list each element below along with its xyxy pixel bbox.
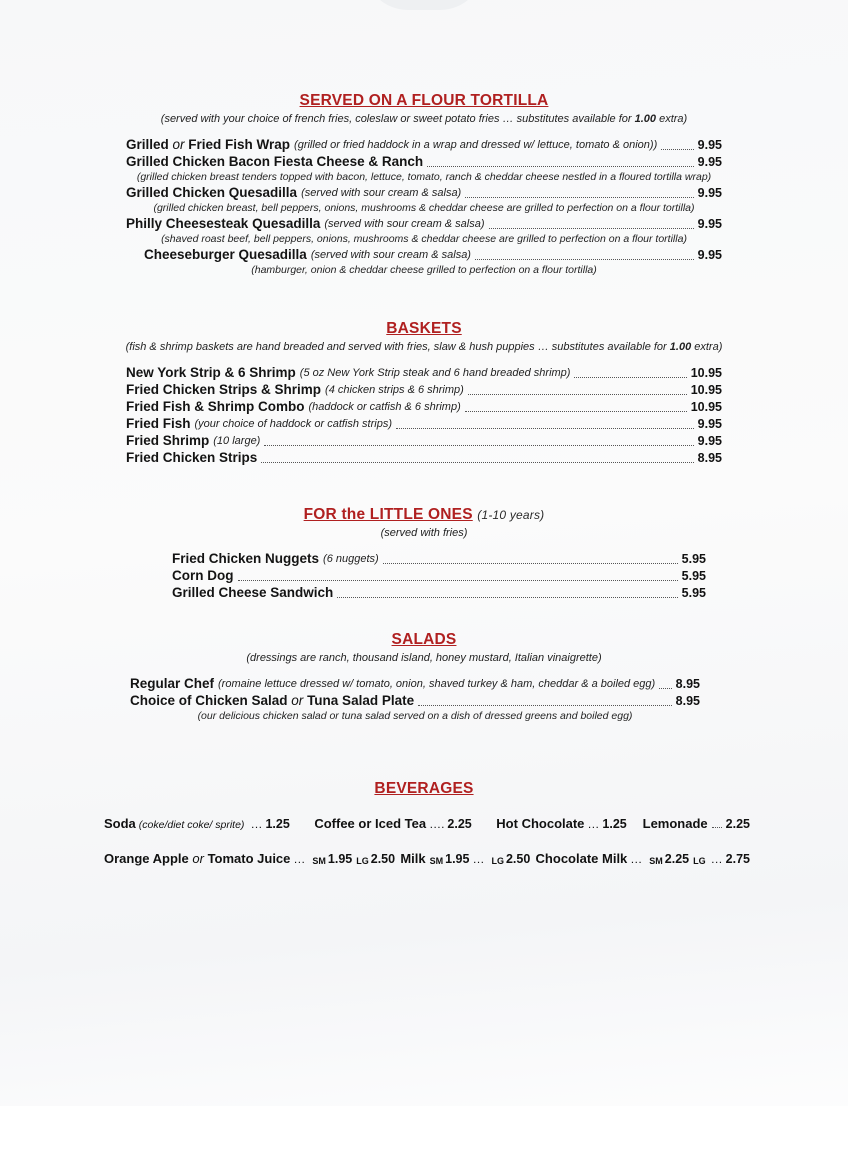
leader-dots	[659, 688, 671, 689]
leader-dots	[264, 445, 693, 446]
beverage-size-large: LG	[356, 856, 369, 866]
beverage-item	[643, 816, 750, 831]
leader-dots	[489, 228, 694, 229]
section-note-flour-tortilla: (served with your choice of french fries, coleslaw or sweet potato fries … substitutes available for 1.00 extra)	[160, 113, 688, 125]
beverage-item	[400, 851, 530, 866]
beverage-separator: …	[293, 852, 306, 866]
section-title-baskets	[70, 320, 778, 338]
item-price: 9.95	[697, 434, 722, 448]
item-price: 9.95	[697, 186, 722, 200]
section-title-text: SERVED ON A FLOUR TORTILLA	[299, 92, 549, 109]
beverage-separator: …	[710, 852, 723, 866]
beverage-price-small: 1.95	[445, 852, 470, 866]
menu-item-row	[130, 693, 700, 709]
item-price: 9.95	[697, 248, 722, 262]
beverage-item	[104, 816, 290, 831]
item-name: Choice of Chicken Salad or Tuna Salad Plate	[130, 693, 415, 708]
section-title-text: BEVERAGES	[374, 780, 474, 797]
item-list-flour-tortilla	[70, 137, 778, 276]
item-sub-description: (shaved roast beef, bell peppers, onions, mushrooms & cheddar cheese are grilled to perfection on a flour tortilla)	[161, 233, 687, 245]
menu-item-row	[172, 551, 706, 567]
section-title-text: SALADS	[391, 631, 457, 648]
beverage-separator: …	[472, 852, 485, 866]
beverage-name: Hot Chocolate	[496, 816, 585, 831]
item-description: (4 chicken strips & 6 shrimp)	[325, 384, 464, 396]
beverage-separator: ….	[429, 817, 445, 831]
leader-dots	[427, 166, 694, 167]
beverage-separator: …	[630, 852, 643, 866]
leader-dots	[418, 705, 672, 706]
item-name: Grilled or Fried Fish Wrap	[126, 137, 291, 152]
beverage-item	[314, 816, 471, 831]
menu-item-row	[126, 216, 722, 232]
leader-dots	[574, 377, 686, 378]
section-title-suffix: (1-10 years)	[477, 508, 545, 522]
beverage-separator: …	[250, 817, 263, 831]
beverage-name: Chocolate Milk	[535, 851, 628, 866]
menu-item-row	[126, 399, 722, 415]
item-name: New York Strip & 6 Shrimp	[126, 365, 296, 380]
item-sub-description: (grilled chicken breast tenders topped with bacon, lettuce, tomato, ranch & cheddar cheese nestled in a floured tortilla wrap)	[136, 171, 712, 183]
item-description: (haddock or catfish & 6 shrimp)	[308, 401, 461, 413]
item-description: (served with sour cream & salsa)	[324, 218, 485, 230]
section-note-baskets: (fish & shrimp baskets are hand breaded and served with fries, slaw & hush puppies … substitutes available for 1.00 extra)	[125, 341, 723, 353]
item-price: 9.95	[697, 217, 722, 231]
section-title-flour-tortilla	[70, 92, 778, 110]
menu-item-row	[126, 416, 722, 432]
beverage-price-large: 2.75	[725, 852, 750, 866]
item-price: 9.95	[697, 417, 722, 431]
item-name: Regular Chef	[130, 676, 215, 691]
item-name: Corn Dog	[172, 568, 234, 583]
leader-dots	[238, 580, 678, 581]
beverage-price-large: 2.50	[370, 852, 396, 866]
item-name: Cheeseburger Quesadilla	[144, 247, 307, 262]
item-sub-description: (our delicious chicken salad or tuna salad served on a dish of dressed greens and boiled egg)	[197, 710, 633, 722]
item-price: 10.95	[690, 400, 722, 414]
beverage-price-large: 2.50	[505, 852, 531, 866]
section-little-ones	[70, 506, 778, 601]
beverage-row	[70, 816, 778, 831]
item-name: Grilled Cheese Sandwich	[172, 585, 334, 600]
section-beverages	[70, 780, 778, 866]
item-price: 10.95	[690, 366, 722, 380]
item-name: Grilled Chicken Bacon Fiesta Cheese & Ranch	[126, 154, 424, 169]
section-title-text: FOR the LITTLE ONES	[303, 506, 473, 523]
item-price: 10.95	[690, 383, 722, 397]
section-baskets	[70, 320, 778, 466]
item-description: (served with sour cream & salsa)	[301, 187, 462, 199]
menu-item-row	[126, 382, 722, 398]
beverage-list	[70, 816, 778, 866]
beverage-size-small: SM	[429, 856, 444, 866]
menu-item-row	[126, 450, 722, 466]
item-name: Fried Chicken Strips & Shrimp	[126, 382, 322, 397]
menu-item-row	[126, 154, 722, 170]
beverage-size-small: SM	[649, 856, 663, 866]
menu-item-row	[126, 433, 722, 449]
item-description: (10 large)	[213, 435, 261, 447]
beverage-name: Soda	[104, 816, 136, 831]
beverage-size-large: LG	[491, 856, 504, 866]
section-title-little-ones	[70, 506, 778, 524]
leader-dots	[383, 563, 678, 564]
menu-item-row	[126, 247, 722, 263]
beverage-name: Coffee or Iced Tea	[314, 816, 427, 831]
item-price: 5.95	[681, 552, 706, 566]
beverage-separator: …	[587, 817, 600, 831]
leader-dots	[712, 827, 722, 828]
item-name: Grilled Chicken Quesadilla	[126, 185, 298, 200]
section-note-salads: (dressings are ranch, thousand island, honey mustard, Italian vinaigrette)	[246, 652, 602, 664]
beverage-item	[536, 851, 750, 866]
menu-item-row	[172, 568, 706, 584]
beverage-size-small: SM	[312, 856, 326, 866]
item-list-baskets	[70, 365, 778, 466]
leader-dots	[468, 394, 687, 395]
section-title-salads	[70, 631, 778, 649]
beverage-price-small: 1.95	[327, 852, 353, 866]
section-salads	[70, 631, 778, 722]
item-price: 8.95	[675, 694, 700, 708]
item-sub-description: (grilled chicken breast, bell peppers, onions, mushrooms & cheddar cheese are grilled to perfection on a flour tortilla)	[153, 202, 695, 214]
item-description: (grilled or fried haddock in a wrap and dressed w/ lettuce, tomato & onion))	[294, 139, 658, 151]
menu-item-row	[126, 185, 722, 201]
item-description: (romaine lettuce dressed w/ tomato, onion, shaved turkey & ham, cheddar & a boiled egg)	[218, 678, 656, 690]
menu-item-row	[172, 585, 706, 601]
beverage-row	[70, 851, 778, 866]
beverage-size-large: LG	[693, 856, 706, 866]
item-name: Fried Fish	[126, 416, 191, 431]
leader-dots	[475, 259, 694, 260]
item-price: 9.95	[697, 155, 722, 169]
item-list-salads	[70, 676, 778, 722]
leader-dots	[396, 428, 694, 429]
beverage-name: Orange Apple or Tomato Juice	[104, 851, 291, 866]
item-list-little-ones	[70, 551, 778, 601]
leader-dots	[465, 197, 693, 198]
item-price: 5.95	[681, 569, 706, 583]
item-name: Fried Fish & Shrimp Combo	[126, 399, 305, 414]
item-sub-description: (hamburger, onion & cheddar cheese grilled to perfection on a flour tortilla)	[251, 264, 597, 276]
beverage-price-small: 2.25	[664, 852, 690, 866]
section-flour-tortilla	[70, 92, 778, 276]
item-description: (5 oz New York Strip steak and 6 hand breaded shrimp)	[299, 367, 571, 379]
leader-dots	[261, 462, 693, 463]
leader-dots	[465, 411, 687, 412]
beverage-price: 2.25	[447, 817, 472, 831]
leader-dots	[337, 597, 677, 598]
beverage-note: (coke/diet coke/ sprite)	[138, 819, 245, 831]
beverage-name: Lemonade	[642, 816, 708, 831]
beverage-price: 1.25	[265, 817, 290, 831]
section-title-beverages	[70, 780, 778, 798]
item-name: Philly Cheesesteak Quesadilla	[126, 216, 321, 231]
section-note-little-ones: (served with fries)	[380, 527, 468, 539]
menu-item-row	[130, 676, 700, 692]
scan-artifact-bottom	[0, 1106, 848, 1168]
item-description: (6 nuggets)	[323, 553, 379, 565]
beverage-price: 2.25	[725, 817, 750, 831]
beverage-price: 1.25	[602, 817, 627, 831]
menu-item-row	[126, 365, 722, 381]
section-title-text: BASKETS	[386, 320, 462, 337]
item-name: Fried Chicken Nuggets	[172, 551, 320, 566]
beverage-item	[496, 816, 626, 831]
menu-item-row	[126, 137, 722, 153]
item-name: Fried Chicken Strips	[126, 450, 258, 465]
item-description: (your choice of haddock or catfish strips)	[194, 418, 392, 430]
item-price: 9.95	[697, 138, 722, 152]
item-name: Fried Shrimp	[126, 433, 210, 448]
item-description: (served with sour cream & salsa)	[310, 249, 471, 261]
beverage-name: Milk	[400, 851, 426, 866]
beverage-item	[104, 851, 395, 866]
leader-dots	[661, 149, 693, 150]
item-price: 8.95	[697, 451, 722, 465]
item-price: 5.95	[681, 586, 706, 600]
item-price: 8.95	[675, 677, 700, 691]
